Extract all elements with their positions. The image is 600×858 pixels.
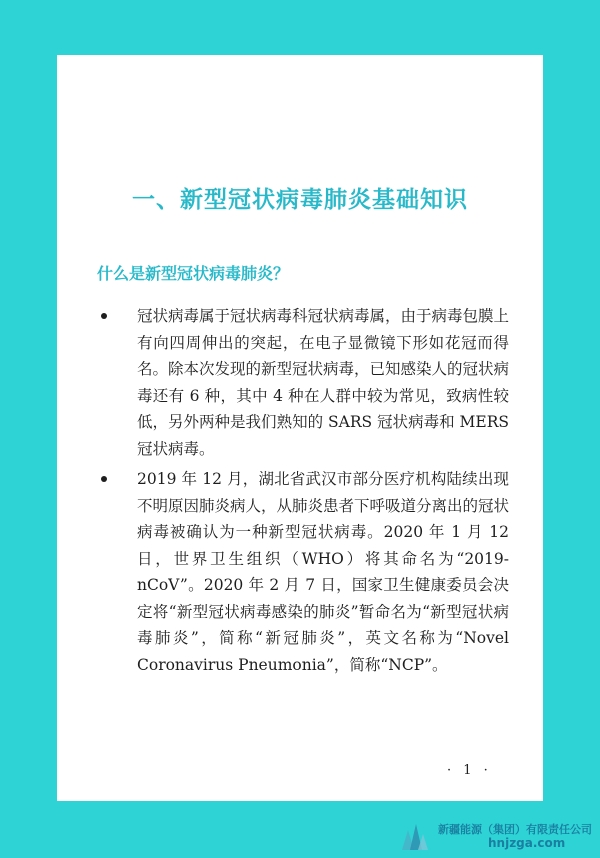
page-number: · 1 · <box>447 763 492 778</box>
bullet-text: 2019 年 12 月，湖北省武汉市部分医疗机构陆续出现不明原因肺炎病人，从肺炎患者下呼吸道分离出的冠状病毒被确认为一种新型冠状病毒。2020 年 1 月 12 日，世界卫生组织（WHO）将其命名为“2019-nCoV”。2020 年 2 月 7 日，国家卫生健康委员会决定将“新型冠状病毒感染的肺炎”暂命名为“新型冠状病毒肺炎”，简称“新冠肺炎”，英文名称为“Novel Coronavirus Pneumonia”，简称“NCP”。 <box>137 470 510 674</box>
watermark-site: hnjzga.com <box>488 836 566 850</box>
section-title: 一、新型冠状病毒肺炎基础知识 <box>132 187 468 213</box>
watermark-company: 新疆能源（集团）有限责任公司 <box>438 823 592 836</box>
bullet-text: 冠状病毒属于冠状病毒科冠状病毒属，由于病毒包膜上有向四周伸出的突起，在电子显微镜下形如花冠而得名。除本次发现的新型冠状病毒，已知感染人的冠状病毒还有 6 种，其中 4 种在人群中较为常见，致病性较低，另外两种是我们熟知的 SARS 冠状病毒和 MERS 冠状病毒。 <box>137 307 510 458</box>
document-page <box>57 55 543 801</box>
list-item <box>99 303 509 462</box>
list-item <box>99 466 509 678</box>
question-heading: 什么是新型冠状病毒肺炎？ <box>97 264 290 283</box>
bullet-icon <box>101 476 107 482</box>
watermark <box>398 818 598 854</box>
bullet-list <box>99 303 509 682</box>
bullet-icon <box>101 313 107 319</box>
building-logo-icon <box>398 820 430 852</box>
